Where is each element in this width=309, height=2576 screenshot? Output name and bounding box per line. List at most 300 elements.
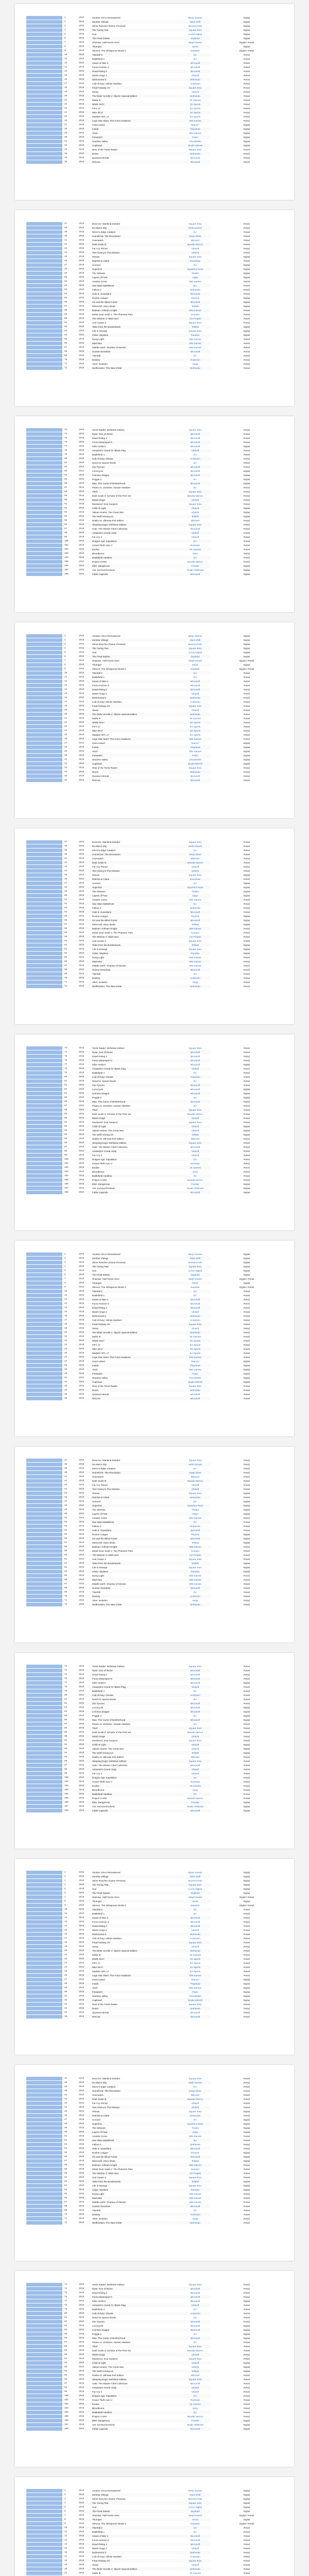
row-publisher: WB Games (189, 1574, 201, 1577)
row-title: Battlefield 4 (92, 2308, 105, 2311)
row-marker (26, 663, 63, 667)
table-row (26, 2563, 283, 2567)
table-row (26, 1500, 283, 1504)
row-title: Hitman (92, 1492, 100, 1495)
row-format: Retail (244, 157, 250, 159)
table-row (26, 684, 283, 688)
row-year: 2016 (79, 309, 91, 312)
row-year: 2016 (79, 473, 91, 477)
row-title: Grand Theft Auto V (92, 1162, 113, 1165)
row-year: 2016 (79, 1578, 91, 1582)
row-marker (26, 1116, 63, 1120)
row-title: Cuphead (91, 762, 180, 766)
row-format: Retail (244, 289, 250, 291)
row-year: 2016 (79, 2300, 84, 2302)
row-format: Digital (243, 2366, 250, 2368)
row-format: Retail (244, 1348, 250, 1350)
row-title: Thumper (91, 663, 180, 667)
row-publisher: Telltale (180, 1133, 211, 1137)
row-format: Retail (244, 775, 250, 777)
row-marker (26, 1059, 63, 1062)
row-title: Middle-earth: Shadow of Mordor (92, 1583, 126, 1585)
row-number: 13 (64, 684, 67, 687)
row-format: Retail (244, 969, 250, 971)
row-year: 2016 (79, 1364, 91, 1367)
row-format: Retail (244, 2197, 250, 2199)
row-number: 27 (64, 1360, 67, 1363)
table (26, 634, 283, 783)
row-title: Dragon Age: Inquisition (91, 1776, 180, 1780)
row-format: Digital (243, 758, 250, 761)
row-year: 2016 (79, 717, 84, 720)
row-title: Dark Souls III (91, 2097, 180, 2101)
table-row (26, 156, 283, 160)
row-marker (26, 440, 63, 444)
row-year: 2016 (79, 231, 84, 233)
row-marker (26, 1751, 63, 1755)
row-marker (26, 511, 63, 514)
row-publisher: Bethesda (180, 1949, 211, 1953)
row-publisher: Square Enix (188, 1459, 202, 1462)
row-format: Digital (243, 2489, 250, 2492)
row-number: 57 (64, 923, 67, 926)
row-marker (26, 1141, 63, 1145)
row-publisher: Square Enix (180, 1141, 211, 1145)
row-title: Bloodborne (92, 1789, 105, 1791)
row-format: Retail (244, 1546, 250, 1548)
row-format: Digital / Retail (239, 1286, 254, 1289)
row-publisher: 2K Sports (180, 721, 211, 724)
row-title: ReCore (91, 2015, 180, 2019)
row-publisher: WB Games (189, 2201, 201, 2204)
table-row (26, 1088, 283, 1092)
row-number: 26 (64, 1356, 67, 1359)
table-row (26, 2167, 283, 2172)
row-marker (26, 1063, 63, 1066)
row-year: 2016 (79, 1368, 84, 1371)
table-row (26, 642, 283, 647)
row-format: Retail (244, 486, 250, 489)
row-title: Call of Duty: Infinite Warfare (92, 701, 122, 703)
row-year: 2016 (79, 556, 91, 560)
row-marker (26, 568, 63, 572)
row-format: Retail (244, 1162, 250, 1165)
row-publisher: Square Enix (180, 1108, 211, 1112)
row-format: Retail (244, 2172, 250, 2175)
row-title: Dragon Age: Inquisition (91, 1158, 180, 1161)
row-publisher: EA Sports (190, 725, 201, 728)
table-row (26, 1916, 283, 1920)
row-publisher: Microsoft (190, 775, 200, 777)
row-year: 2016 (79, 1388, 91, 1392)
row-format: Retail (244, 1315, 250, 1317)
row-format: Digital (243, 16, 250, 19)
row-publisher: Microsoft (180, 1916, 211, 1920)
table-row (26, 263, 283, 267)
row-year: 2016 (79, 2110, 84, 2113)
table-row (26, 1471, 283, 1475)
row-year: 2016 (79, 1718, 91, 1722)
row-publisher: Microsoft (190, 1921, 200, 1923)
row-publisher: Curve Digital (188, 2506, 202, 2509)
row-publisher: Square Enix (188, 767, 202, 769)
table-row (26, 148, 283, 152)
row-year: 2016 (79, 2394, 91, 2398)
row-number: 97 (64, 2382, 67, 2385)
row-number: 47 (64, 2119, 67, 2121)
row-number: 37 (64, 1459, 67, 1462)
table (26, 222, 283, 370)
row-year: 2016 (79, 1739, 84, 1742)
row-marker (26, 1586, 63, 1590)
row-publisher: Microsoft (190, 1393, 200, 1396)
row-publisher: tinyBuild (180, 2510, 211, 2513)
row-title: Need for Speed Rivals (92, 2316, 116, 2319)
row-marker (26, 1479, 63, 1483)
row-year: 2016 (79, 985, 91, 988)
row-number: 8 (64, 1900, 66, 1903)
row-marker (26, 2563, 63, 2567)
row-format: Retail (244, 1595, 250, 1598)
row-year: 2016 (79, 342, 91, 345)
row-format: Retail (244, 1154, 250, 1157)
row-publisher: Chucklefish (189, 140, 201, 143)
row-format: Digital (243, 894, 250, 897)
row-publisher: Telltale (180, 325, 211, 329)
row-format: Retail (244, 1970, 250, 1973)
row-publisher: Microsoft (180, 2205, 211, 2208)
row-format: Retail (244, 2143, 250, 2146)
row-title: Firewatch (91, 1990, 180, 1994)
table-row (26, 1384, 283, 1388)
row-publisher: Ubisoft (180, 2353, 211, 2357)
row-number: 13 (64, 1921, 67, 1923)
row-publisher: WB Games (180, 2196, 211, 2200)
row-format: Retail (244, 1521, 250, 1523)
row-format: Retail (244, 1669, 250, 1672)
row-marker (26, 358, 63, 362)
table-row (26, 2514, 283, 2518)
row-number: 79 (64, 1072, 67, 1074)
row-number: 32 (64, 1381, 67, 1383)
row-number: 4 (64, 2502, 66, 2504)
row-title: Call of Duty: Ghosts (91, 457, 180, 461)
table-row (26, 560, 283, 564)
row-number: 71 (64, 2217, 67, 2220)
row-number: 58 (64, 927, 67, 930)
row-year: 2016 (79, 2007, 91, 2010)
row-format: Digital (243, 1991, 250, 1993)
row-number: 87 (64, 1105, 67, 1107)
row-format: Digital (243, 33, 250, 36)
row-publisher: Microsoft (180, 968, 211, 972)
row-publisher: Microsoft (180, 1702, 211, 1705)
row-format: Retail (244, 1764, 250, 1767)
row-format: Retail (244, 1673, 250, 1676)
row-year: 2016 (79, 465, 91, 469)
row-title: Doom (91, 770, 180, 774)
row-year: 2016 (79, 1545, 91, 1549)
row-title: Tom Clancy's The Division (91, 1487, 180, 1491)
row-year: 2016 (79, 1257, 91, 1260)
row-year: 2016 (79, 2184, 84, 2187)
row-year: 2016 (79, 1265, 91, 1268)
row-publisher: Microsoft (190, 2292, 200, 2294)
row-number: 53 (64, 907, 67, 909)
row-format: Retail (244, 2222, 250, 2224)
row-format: Digital (243, 882, 250, 885)
table-row (26, 2126, 283, 2130)
row-title: Wolfenstein: The New Order (91, 2221, 180, 2225)
table-row (26, 135, 283, 140)
row-publisher: Bethesda (180, 366, 211, 370)
table-row (26, 2571, 283, 2575)
row-format: Digital (243, 1562, 250, 1565)
table-row (26, 2341, 283, 2345)
row-year: 2016 (79, 877, 91, 881)
row-year: 2016 (79, 1756, 84, 1758)
table-row (26, 931, 283, 935)
row-publisher: Ubisoft (191, 692, 199, 695)
table-row (26, 1327, 283, 1331)
row-number: 91 (64, 1739, 67, 1742)
row-title: Forza Motorsport 5 (91, 1677, 180, 1681)
row-format: Retail (244, 853, 250, 856)
row-title: NBA 2K17 (91, 1347, 180, 1351)
row-number: 75 (64, 1673, 67, 1676)
row-year: 2016 (79, 1698, 84, 1701)
row-publisher: Square Enix (180, 2501, 211, 2505)
row-year: 2016 (79, 1253, 84, 1256)
row-number: 46 (64, 878, 67, 880)
row-publisher: EA (193, 1591, 197, 1594)
table-row (26, 2510, 283, 2514)
row-number: 1 (64, 635, 66, 637)
row-number: 36 (64, 161, 67, 163)
row-number: 29 (64, 1368, 67, 1371)
row-number: 108 (64, 2428, 68, 2430)
row-format: Retail (244, 1727, 250, 1730)
row-number: 70 (64, 359, 67, 361)
row-title: Mafia III (92, 2572, 101, 2574)
row-number: 54 (64, 1529, 67, 1532)
row-marker (26, 869, 63, 873)
row-marker (26, 1953, 63, 1957)
row-marker (26, 696, 63, 700)
row-format: Retail (244, 78, 250, 81)
row-marker (26, 2518, 63, 2521)
table-row (26, 659, 283, 663)
row-publisher: Chucklefish (189, 758, 201, 761)
row-year: 2016 (79, 1072, 84, 1074)
row-publisher: Aspyr (180, 2130, 211, 2134)
row-publisher: Microsoft (180, 1809, 211, 1812)
table-row (26, 886, 283, 890)
row-marker (26, 49, 63, 53)
row-publisher: Microsoft (180, 2155, 211, 2159)
row-marker (26, 251, 63, 255)
row-number: 11 (64, 1912, 67, 1915)
table-row (26, 1895, 283, 1900)
row-number: 25 (64, 115, 67, 118)
row-marker (26, 539, 63, 543)
row-year: 2016 (79, 899, 84, 901)
row-title: Silence: The Whispered World 2 (92, 1286, 126, 1289)
row-title: Tom Clancy's The Division (91, 2106, 180, 2109)
row-year: 2016 (79, 2374, 84, 2377)
row-publisher: EA (193, 1715, 197, 1717)
row-title: Gears of War 4 (91, 61, 180, 65)
row-publisher: Ubisoft (191, 2391, 199, 2393)
row-marker (26, 284, 63, 287)
row-format: Retail (244, 227, 250, 229)
row-format: Retail (244, 2011, 250, 2014)
table-row (26, 1994, 283, 1998)
row-number: 84 (64, 2329, 67, 2331)
row-format: Retail (244, 2106, 250, 2109)
row-title: Steep (92, 1327, 99, 1330)
table-row (26, 1529, 283, 1533)
table-row (26, 247, 283, 251)
row-marker (26, 234, 63, 238)
row-title: Homefront: The Revolution (91, 234, 180, 238)
table-row (26, 1335, 283, 1339)
row-number: 36 (64, 779, 67, 782)
row-marker (26, 2378, 63, 2381)
row-title: Madden NFL 17 (92, 734, 109, 736)
row-year: 2016 (79, 956, 84, 959)
row-number: 53 (64, 1525, 67, 1528)
row-number: 2 (64, 1257, 66, 1260)
row-marker (26, 1339, 63, 1343)
table-row (26, 745, 283, 750)
row-publisher: Ubisoft (180, 1743, 211, 1747)
row-marker (26, 1071, 63, 1075)
row-year: 2016 (79, 2201, 84, 2204)
row-format: Retail (244, 58, 250, 60)
row-format: Retail (244, 540, 250, 543)
row-number: 58 (64, 309, 67, 312)
row-number: 81 (64, 462, 67, 464)
row-format: Retail (244, 1067, 250, 1070)
row-format: Digital (243, 1129, 250, 1132)
table-row (26, 2130, 283, 2134)
row-marker (26, 680, 63, 683)
row-year: 2016 (79, 2518, 91, 2521)
table-row (26, 1129, 283, 1133)
row-number: 89 (64, 2349, 67, 2352)
row-year: 2016 (79, 2283, 84, 2286)
row-format: Retail (244, 1921, 250, 1923)
table-row (26, 1273, 283, 1277)
row-number: 84 (64, 1710, 67, 1713)
row-marker (26, 1302, 63, 1306)
table-row (26, 1285, 283, 1290)
row-format: Digital / Retail (239, 49, 254, 52)
row-number: 43 (64, 247, 67, 250)
row-year: 2016 (79, 103, 91, 106)
row-title: Forza Motorsport 5 (91, 1059, 180, 1062)
row-number: 94 (64, 2370, 67, 2372)
row-number: 56 (64, 2156, 67, 2158)
row-publisher: Microsoft (180, 1050, 211, 1054)
row-number: 60 (64, 1554, 67, 1556)
row-year: 2016 (79, 338, 84, 341)
row-publisher: Panic (180, 754, 211, 757)
row-number: 14 (64, 70, 67, 73)
row-publisher: Microsoft (180, 2534, 211, 2538)
row-year: 2016 (79, 1570, 91, 1573)
row-marker (26, 2551, 63, 2554)
row-number: 105 (64, 1797, 68, 1800)
table-row (26, 1492, 283, 1496)
row-number: 72 (64, 985, 67, 988)
row-number: 22 (64, 721, 67, 724)
table-row (26, 663, 283, 667)
row-marker (26, 1788, 63, 1792)
table-row (26, 1121, 283, 1125)
row-publisher: Ubisoft (191, 1772, 199, 1775)
row-number: 42 (64, 861, 67, 864)
row-title: Mad Max (91, 960, 180, 963)
row-title: Deus Ex: Mankind Divided (92, 2077, 120, 2080)
row-year: 2016 (79, 234, 91, 238)
row-publisher: Deep Silver (180, 2089, 211, 2093)
row-publisher: Ubisoft (191, 536, 199, 538)
row-number: 46 (64, 260, 67, 262)
row-format: Digital (243, 37, 250, 40)
row-format: Retail (244, 1587, 250, 1589)
table-row (26, 259, 283, 263)
row-publisher: Microsoft (180, 1586, 211, 1590)
row-publisher: Ubisoft (191, 866, 199, 868)
row-marker (26, 2497, 63, 2501)
row-year: 2016 (79, 1171, 84, 1173)
table-row (26, 2147, 283, 2151)
table-row (26, 1360, 283, 1364)
row-marker (26, 2316, 63, 2319)
row-year: 2016 (79, 2564, 84, 2566)
row-year: 2016 (79, 2011, 84, 2014)
row-year: 2016 (79, 1179, 84, 1181)
row-marker (26, 2172, 63, 2175)
table-row (26, 2097, 283, 2102)
row-title: The Witness (92, 272, 106, 275)
row-year: 2016 (79, 2217, 84, 2220)
row-number: 103 (64, 1171, 68, 1173)
row-year: 2016 (79, 325, 91, 329)
row-number: 31 (64, 758, 67, 761)
row-publisher: Curve Digital (188, 651, 202, 654)
row-publisher: Daedalic (191, 668, 200, 670)
row-marker (26, 1599, 63, 1602)
row-publisher: Ubisoft (180, 506, 211, 510)
row-publisher: Playdead (180, 127, 211, 131)
row-marker (26, 2415, 63, 2418)
row-number: 89 (64, 1731, 67, 1734)
row-marker (26, 1277, 63, 1281)
row-marker (26, 2139, 63, 2142)
row-marker (26, 2134, 63, 2138)
row-publisher: Thekla (192, 890, 199, 893)
table-row (26, 1669, 283, 1673)
table-row (26, 362, 283, 366)
row-title: Cuphead (91, 1380, 180, 1384)
row-number: 2 (64, 639, 66, 641)
row-publisher: EA (193, 58, 197, 60)
row-year: 2016 (79, 1533, 84, 1536)
row-year: 2016 (79, 437, 84, 439)
